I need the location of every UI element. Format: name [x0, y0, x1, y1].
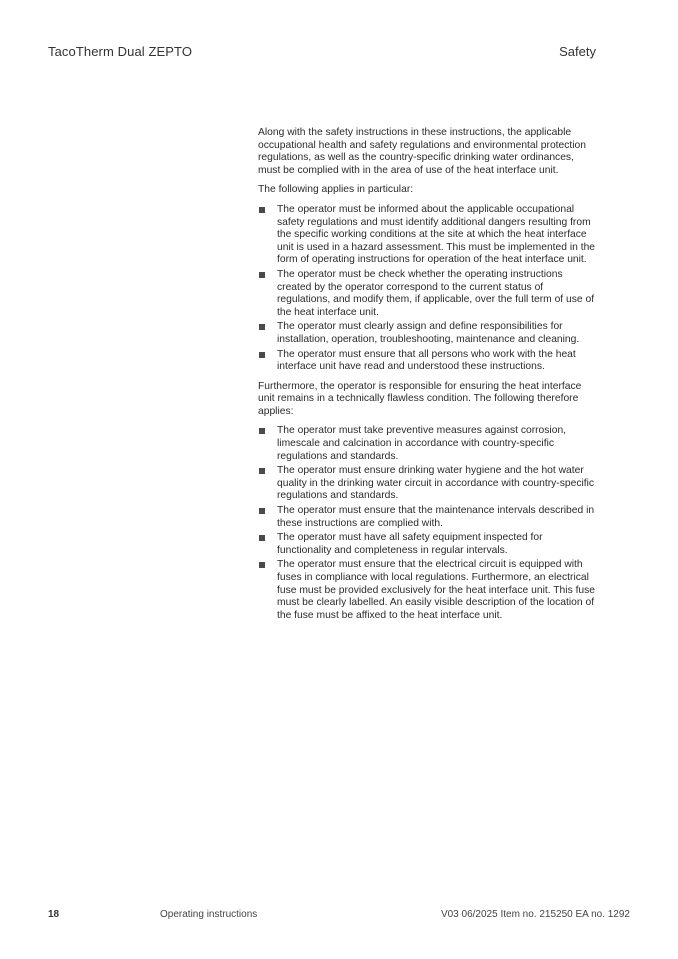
- document-title: TacoTherm Dual ZEPTO: [48, 44, 193, 59]
- square-bullet-icon: [259, 272, 265, 278]
- list-item-text: The operator must ensure drinking water hygiene and the hot water quality in the drinking water circuit in accordance with country-specific regulations and standards.: [277, 465, 595, 502]
- square-bullet-icon: [259, 508, 265, 514]
- document-type: Operating instructions: [160, 909, 258, 920]
- list-item: [258, 505, 598, 530]
- list-item: [258, 269, 598, 319]
- condition-list: [258, 425, 598, 622]
- list-item: [258, 321, 598, 346]
- list-item-text: The operator must be check whether the operating instructions created by the operator correspond to the current status of regulations, and modify them, if applicable, over the full term of use of the heat interface unit.: [277, 268, 595, 318]
- list-item-text: The operator must ensure that the electrical circuit is equipped with fuses in compliance with local regulations. Furthermore, an electrical fuse must be provided exclusively for the heat interface unit. This fuse must be clearly labelled. An easily visible description of the location of the fuse must be affixed to the heat interface unit.: [277, 559, 596, 621]
- list-item: [258, 425, 598, 463]
- list-item: [258, 532, 598, 557]
- list-item-text: The operator must take preventive measures against corrosion, limescale and calcination in accordance with country-specific regulations and standards.: [277, 425, 567, 462]
- square-bullet-icon: [259, 428, 265, 434]
- square-bullet-icon: [259, 468, 265, 474]
- furthermore-paragraph: Furthermore, the operator is responsible for ensuring the heat interface unit remains in a technically flawless condition. The following therefore applies:: [258, 380, 582, 417]
- document-reference: V03 06/2025 Item no. 215250 EA no. 1292: [440, 909, 630, 920]
- applies-heading: The following applies in particular:: [258, 184, 414, 196]
- list-item-text: The operator must clearly assign and define responsibilities for installation, operation, troubleshooting, maintenance and cleaning.: [277, 321, 580, 345]
- main-content: [258, 127, 598, 629]
- square-bullet-icon: [259, 352, 265, 358]
- page-number: 18: [48, 909, 60, 920]
- section-title: Safety: [559, 44, 596, 59]
- list-item: [258, 204, 598, 267]
- list-item-text: The operator must ensure that the maintenance intervals described in these instructions are complied with.: [277, 505, 595, 529]
- intro-paragraph: Along with the safety instructions in these instructions, the applicable occupational health and safety regulations and environmental protection regulations, as well as the country-specific drinking water ordinances, must be complied with in the area of use of the heat interface unit.: [258, 127, 587, 176]
- list-item-text: The operator must be informed about the applicable occupational safety regulations and must identify additional dangers resulting from the specific working conditions at the site at which the heat interface unit is used in a hazard assessment. This must be implemented in the form of operating instructions for operation of the heat interface unit.: [277, 203, 596, 266]
- square-bullet-icon: [259, 562, 265, 568]
- square-bullet-icon: [259, 207, 265, 213]
- operator-duties-list: [258, 204, 598, 374]
- list-item-text: The operator must ensure that all persons who work with the heat interface unit have read and understood these instructions.: [277, 348, 576, 373]
- list-item: [258, 559, 598, 622]
- list-item: [258, 349, 598, 374]
- square-bullet-icon: [259, 535, 265, 541]
- square-bullet-icon: [259, 324, 265, 330]
- list-item: [258, 465, 598, 503]
- list-item-text: The operator must have all safety equipment inspected for functionality and completeness in regular intervals.: [277, 532, 543, 556]
